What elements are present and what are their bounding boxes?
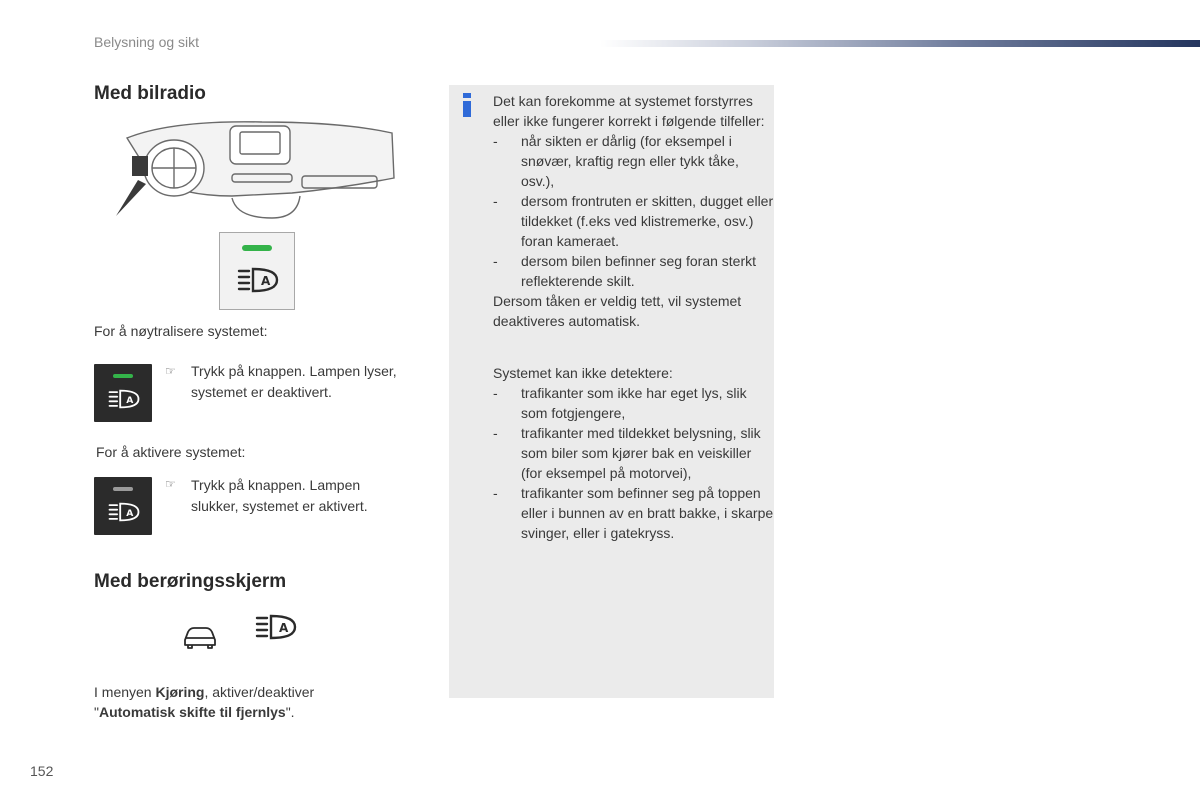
list-item: - når sikten er dårlig (for eksempel i snøvær, kraftig regn eller tykk tåke, osv.), <box>493 133 739 189</box>
menu-name: Kjøring <box>155 684 205 700</box>
section-title-touchscreen: Med berøringsskjerm <box>94 571 287 592</box>
list-item: - trafikanter som ikke har eget lys, slik som fotgjengere, <box>493 385 747 421</box>
neutralize-label: For å nøytralisere systemet: <box>94 323 268 339</box>
dashboard-illustration <box>112 118 397 223</box>
list-item: - trafikanter som befinner seg på toppen eller i bunnen av en bratt bakke, i skarpe svinger, eller i gatekryss. <box>493 485 774 541</box>
indicator-lamp-on <box>113 374 133 378</box>
car-driving-icon <box>182 624 218 650</box>
activate-label: For å aktivere systemet: <box>96 444 246 460</box>
svg-text:A: A <box>126 508 134 519</box>
svg-text:A: A <box>279 621 289 635</box>
setting-name: Automatisk skifte til fjernlys <box>98 704 286 720</box>
disturbance-cases-list <box>493 131 775 291</box>
menu-text-mid: , aktiver/deaktiver <box>204 684 315 700</box>
pointing-hand-icon: ☞ <box>165 477 176 491</box>
info-intro: Det kan forekomme at systemet forstyrres eller ikke fungerer korrekt i følgende tilfeller: <box>493 93 765 129</box>
svg-text:A: A <box>261 274 271 288</box>
quote-open: " <box>94 704 99 720</box>
step-activate-text: Trykk på knappen. Lampen slukker, systemet er aktivert. <box>191 477 368 514</box>
pointing-hand-icon: ☞ <box>165 364 176 378</box>
button-detail-illustration <box>219 232 295 310</box>
auto-high-beam-icon <box>255 614 297 640</box>
cannot-detect-intro: Systemet kan ikke detektere: <box>493 365 673 381</box>
auto-high-beam-button-on[interactable] <box>94 364 152 422</box>
section-title-radio: Med bilradio <box>94 83 206 104</box>
menu-text-prefix: I menyen <box>94 684 156 700</box>
auto-high-beam-button-off[interactable] <box>94 477 152 535</box>
list-item: - trafikanter med tildekket belysning, slik som biler som kjører bak en veiskiller (for eksempel på motorvei), <box>493 425 761 481</box>
cannot-detect-list <box>493 383 775 543</box>
info-content <box>493 91 775 543</box>
fog-note: Dersom tåken er veldig tett, vil systemet deaktiveres automatisk. <box>493 293 742 329</box>
chapter-title: Belysning og sikt <box>94 34 200 50</box>
indicator-lamp-off <box>113 487 133 491</box>
auto-high-beam-icon <box>108 502 140 522</box>
indicator-lamp-on <box>242 245 272 251</box>
list-item: - dersom frontruten er skitten, dugget eller tildekket (f.eks ved klistremerke, osv.) foran kameraet. <box>493 193 774 249</box>
quote-close: ". <box>285 704 295 720</box>
step-deactivate-text: Trykk på knappen. Lampen lyser, systemet er deaktivert. <box>191 363 397 400</box>
auto-high-beam-icon <box>237 267 279 293</box>
info-icon <box>462 93 472 117</box>
menu-instruction <box>94 682 394 722</box>
list-item: - dersom bilen befinner seg foran sterkt reflekterende skilt. <box>493 253 757 289</box>
svg-text:A: A <box>126 395 134 406</box>
header-gradient-bar <box>600 40 1200 47</box>
page-number: 152 <box>30 763 54 779</box>
auto-high-beam-icon <box>108 389 140 409</box>
